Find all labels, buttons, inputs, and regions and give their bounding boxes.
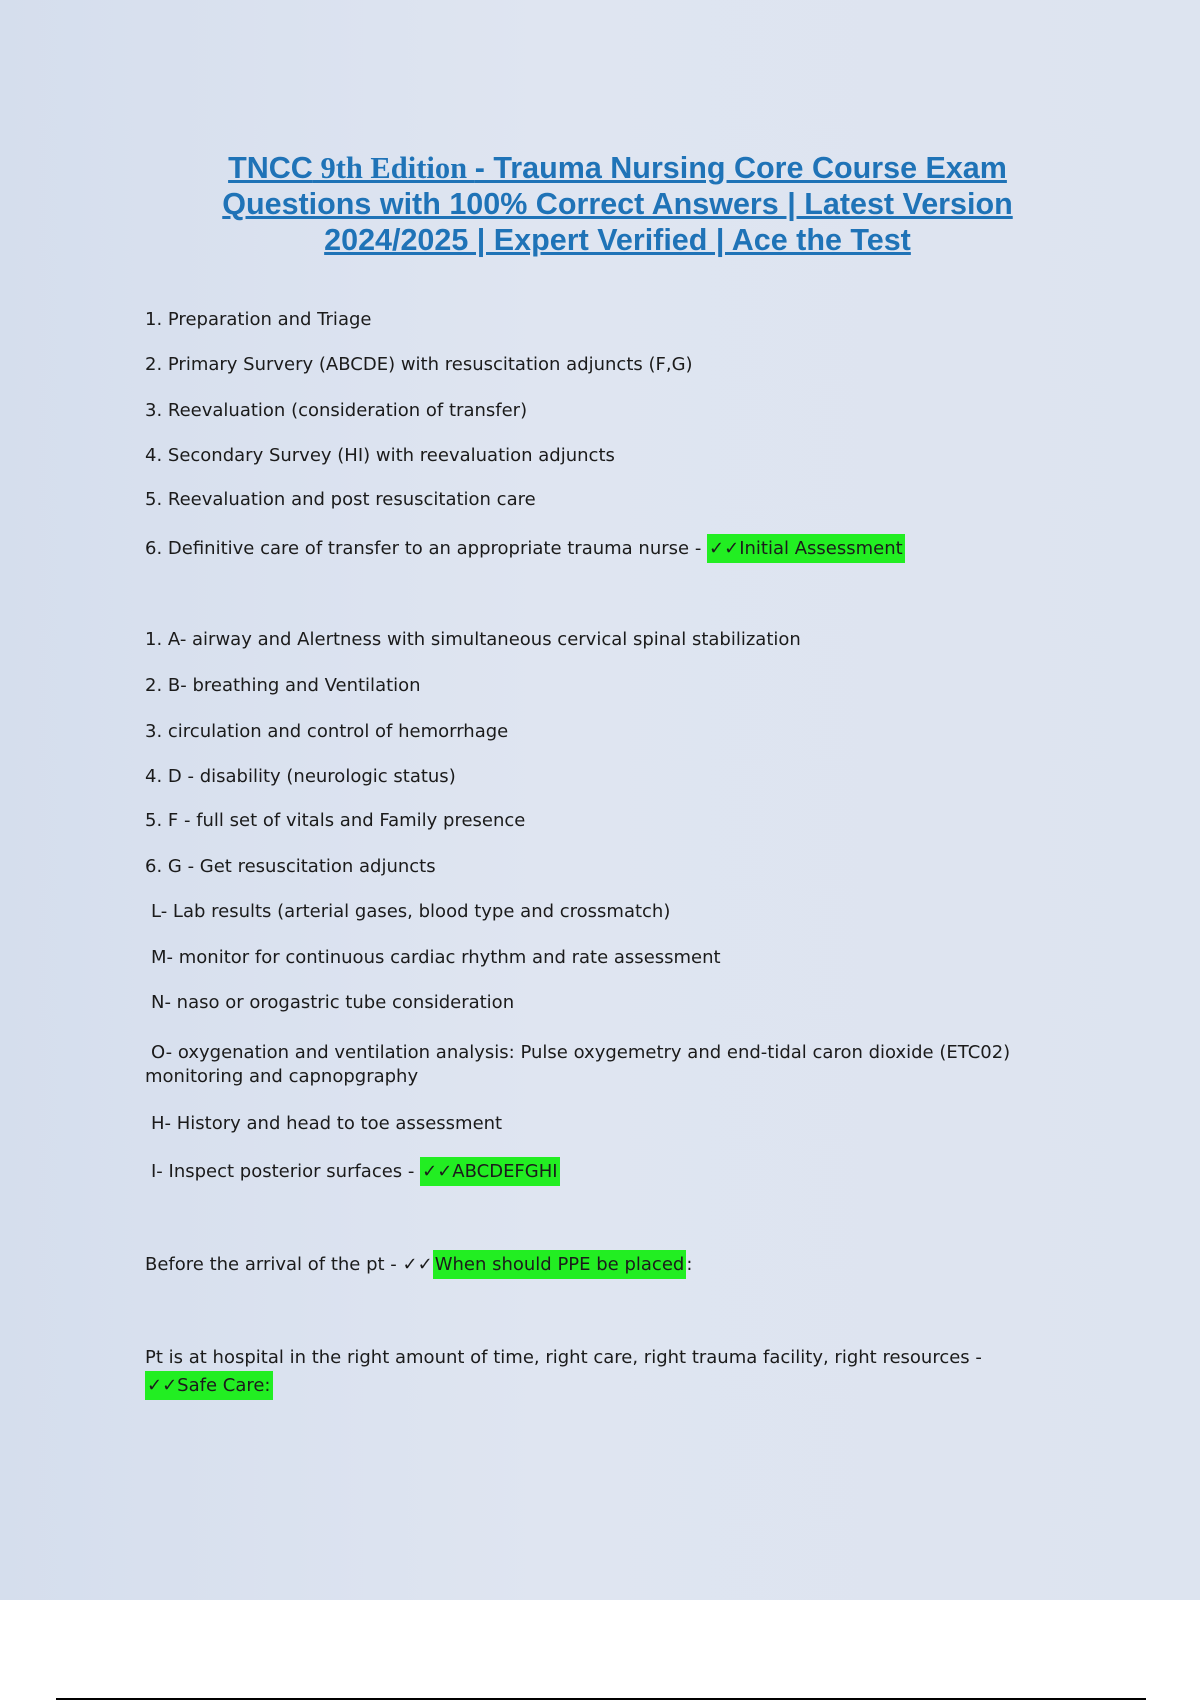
list-item: M- monitor for continuous cardiac rhythm and rate assessment [151, 947, 721, 968]
list-item-text: O- oxygenation and ventilation analysis: Pulse oxygemetry and end-tidal caron dioxide (ETC02) monitoring and capnopgraphy [145, 1042, 1011, 1087]
title-line-1 [150, 150, 1085, 186]
list-item: 5. F - full set of vitals and Family presence [145, 810, 526, 831]
document-title [150, 150, 1085, 258]
question-text: 6. Definitive care of transfer to an appropriate trauma nurse - [145, 538, 708, 559]
question-text: I- Inspect posterior surfaces - [151, 1161, 421, 1182]
qa-item-1 [145, 537, 905, 561]
list-item: 4. D - disability (neurologic status) [145, 766, 456, 787]
answer-highlight: ✓✓Safe Care: [145, 1371, 273, 1400]
list-item: 3. Reevaluation (consideration of transfer) [145, 400, 528, 421]
title-line-2: Questions with 100% Correct Answers | Latest Version [222, 187, 1013, 221]
list-item: 5. Reevaluation and post resuscitation care [145, 489, 536, 510]
qa-item-4 [145, 1344, 1025, 1400]
list-item: 6. G - Get resuscitation adjuncts [145, 856, 436, 877]
title-course: - Trauma Nursing Core Course Exam [474, 151, 1007, 185]
list-item: L- Lab results (arterial gases, blood type and crossmatch) [151, 901, 671, 922]
list-item: 4. Secondary Survey (HI) with reevaluation adjuncts [145, 445, 615, 466]
list-item [145, 1041, 1025, 1089]
list-item: 2. Primary Survery (ABCDE) with resuscitation adjuncts (F,G) [145, 354, 693, 375]
qa-item-2 [151, 1160, 560, 1184]
title-acronym: TNCC [228, 151, 313, 185]
list-item: N- naso or orogastric tube consideration [151, 992, 515, 1013]
list-item: 1. A- airway and Alertness with simultaneous cervical spinal stabilization [145, 629, 801, 650]
list-item: H- History and head to toe assessment [151, 1113, 503, 1134]
list-item: 3. circulation and control of hemorrhage [145, 721, 509, 742]
answer-highlight: When should PPE be placed [433, 1250, 687, 1279]
qa-item-3 [145, 1253, 692, 1277]
question-suffix: : [686, 1254, 693, 1275]
list-item: 2. B- breathing and Ventilation [145, 675, 421, 696]
question-text: Before the arrival of the pt - ✓✓ [145, 1254, 433, 1275]
title-edition: 9th Edition [312, 151, 475, 185]
list-item: 1. Preparation and Triage [145, 309, 372, 330]
answer-highlight: ✓✓Initial Assessment [707, 534, 905, 563]
answer-highlight: ✓✓ABCDEFGHI [420, 1157, 559, 1186]
question-text: Pt is at hospital in the right amount of time, right care, right trauma facility, right resources - [145, 1347, 982, 1368]
title-line-3: 2024/2025 | Expert Verified | Ace the Test [324, 223, 911, 257]
